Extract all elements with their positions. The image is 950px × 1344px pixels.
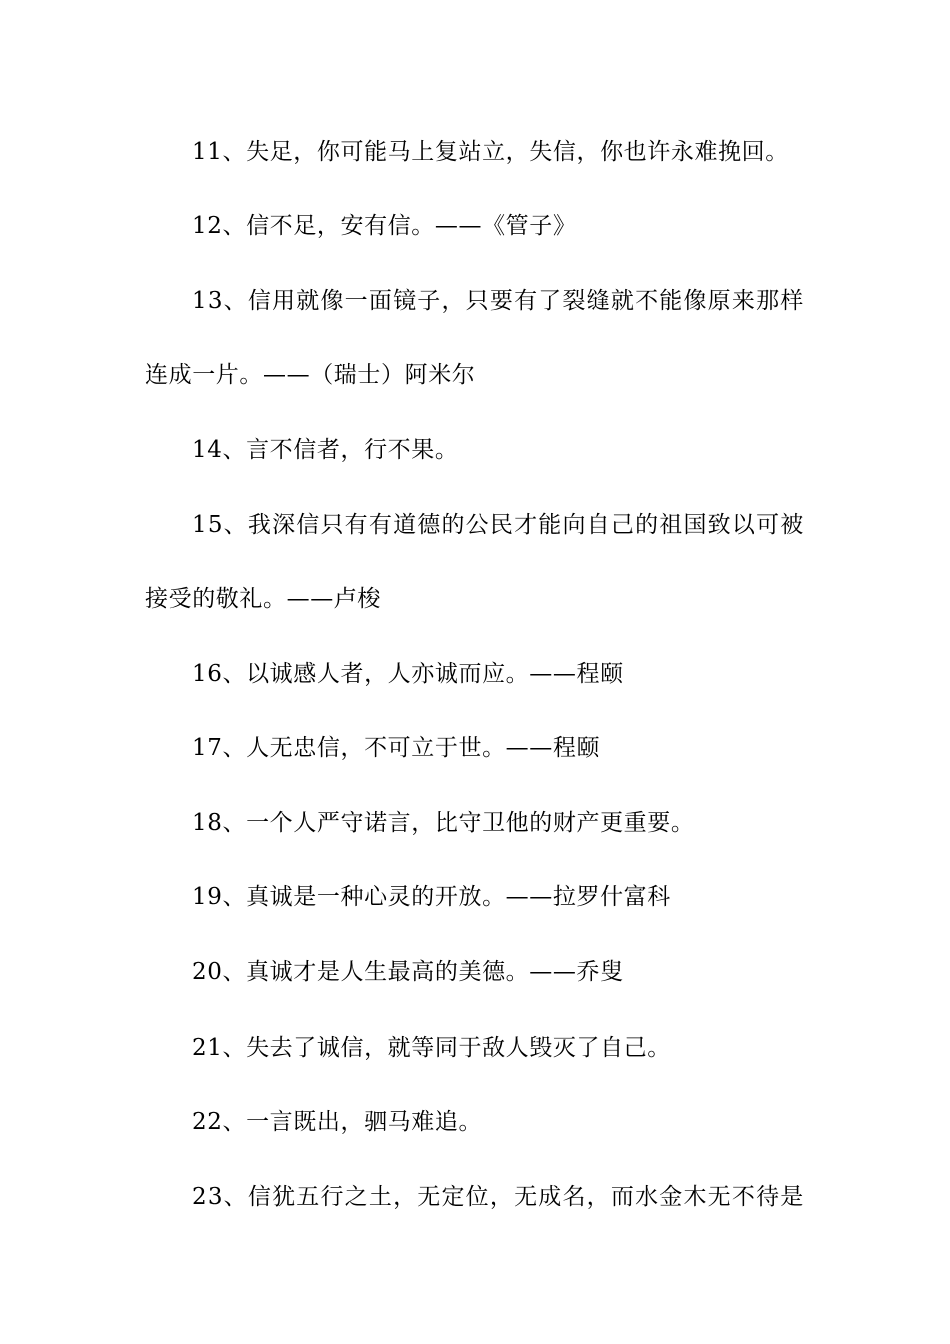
quote-line-20: 20、真诚才是人生最高的美德。——乔叟 [192,959,624,985]
quote-line-23: 23、信犹五行之土，无定位，无成名，而水金木无不待是 [192,1184,805,1210]
quote-line-16: 16、以诚感人者，人亦诚而应。——程颐 [192,661,624,687]
quote-line-15: 15、我深信只有有道德的公民才能向自己的祖国致以可被 [192,512,805,538]
quote-line-22: 22、一言既出，驷马难追。 [192,1109,483,1135]
quote-line-19: 19、真诚是一种心灵的开放。——拉罗什富科 [192,884,671,910]
quote-line-17: 17、人无忠信，不可立于世。——程颐 [192,735,601,761]
quote-line-13: 13、信用就像一面镜子，只要有了裂缝就不能像原来那样 [192,288,805,314]
quote-line-13-continued: 连成一片。——（瑞士）阿米尔 [145,362,476,388]
quote-line-18: 18、一个人严守诺言，比守卫他的财产更重要。 [192,810,695,836]
quote-line-11: 11、失足，你可能马上复站立，失信，你也许永难挽回。 [192,139,789,165]
quote-line-12: 12、信不足，安有信。——《管子》 [192,213,577,239]
quote-line-14: 14、言不信者，行不果。 [192,437,459,463]
quote-line-21: 21、失去了诚信，就等同于敌人毁灭了自己。 [192,1035,671,1061]
quote-line-15-continued: 接受的敬礼。——卢梭 [145,586,381,612]
